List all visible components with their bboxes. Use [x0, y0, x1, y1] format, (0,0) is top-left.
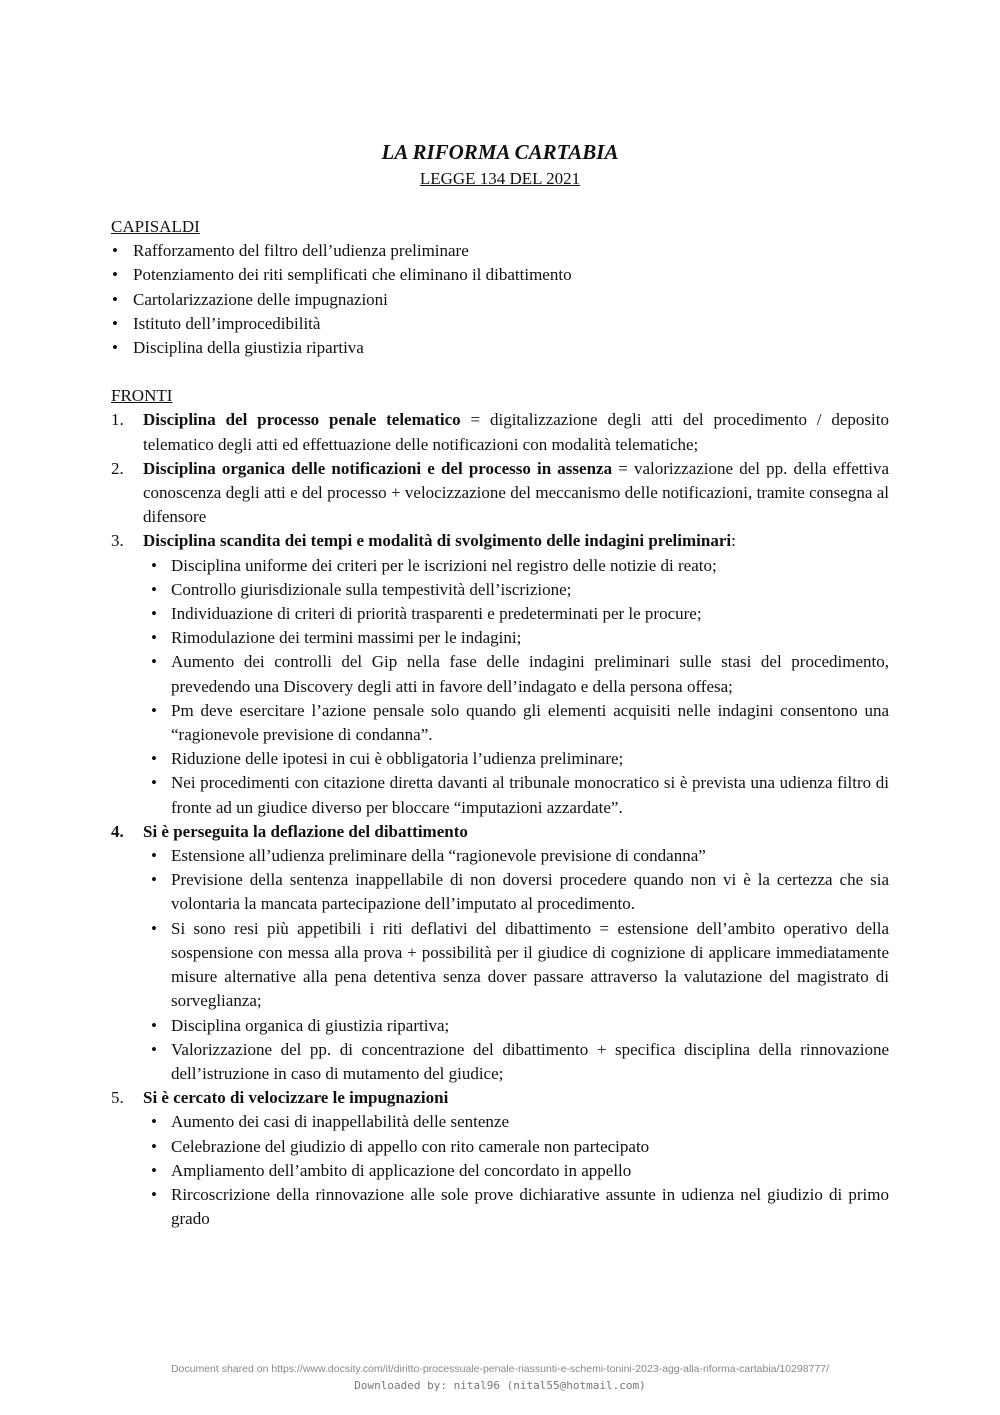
sub-list-item: • Aumento dei casi di inappellabilità delle sentenze	[143, 1110, 889, 1134]
fronti-item-4	[111, 820, 889, 1086]
sub-list-item: • Nei procedimenti con citazione diretta davanti al tribunale monocratico si è prevista una udienza filtro di fronte ad un giudice diverso per bloccare “imputazioni azzardate”.	[143, 771, 889, 819]
item-text	[143, 408, 889, 456]
capisaldi-list	[111, 239, 889, 360]
list-item: • Disciplina della giustizia ripartiva	[111, 336, 889, 360]
sub-list-item: • Rircoscrizione della rinnovazione alle sole prove dichiarative assunte in udienza nel giudizio di primo grado	[143, 1183, 889, 1231]
footer-shared-link[interactable]: Document shared on https://www.docsity.com/it/diritto-processuale-penale-riassunti-e-schemi-tonini-2023-agg-alla-riforma-cartabia/10298777/	[170, 1363, 830, 1375]
item-bold-label: Si è cercato di velocizzare le impugnazioni	[143, 1088, 449, 1108]
sub-list-item: • Previsione della sentenza inappellabile di non doversi procedere quando non vi è la certezza che sia volontaria la mancata partecipazione dell’imputato al procedimento.	[143, 868, 889, 916]
sub-list-item: • Disciplina organica di giustizia ripartiva;	[143, 1014, 889, 1038]
sub-list-item: • Celebrazione del giudizio di appello con rito camerale non partecipato	[143, 1135, 889, 1159]
item-text	[143, 820, 889, 844]
sub-list-item: • Estensione all’udienza preliminare della “ragionevole previsione di condanna”	[143, 844, 889, 868]
document-body	[111, 215, 889, 1231]
section-heading-fronti: FRONTI	[111, 386, 173, 406]
list-item: • Potenziamento dei riti semplificati che eliminano il dibattimento	[111, 263, 889, 287]
sub-list-item: • Individuazione di criteri di priorità trasparenti e predeterminati per le procure;	[143, 602, 889, 626]
item-number: 4.	[111, 821, 124, 841]
sub-list-item: • Rimodulazione dei termini massimi per le indagini;	[143, 626, 889, 650]
document-title: LA RIFORMA CARTABIA	[381, 140, 619, 164]
fronti-item-2	[111, 457, 889, 530]
list-item: • Cartolarizzazione delle impugnazioni	[111, 288, 889, 312]
item-bold-label: Disciplina scandita dei tempi e modalità di svolgimento delle indagini preliminari	[143, 531, 732, 551]
section-heading-capisaldi: CAPISALDI	[111, 217, 200, 236]
item-bold-label: Disciplina del processo penale telematico	[143, 410, 461, 430]
item-text	[143, 457, 889, 530]
sub-list-item: • Ampliamento dell’ambito di applicazione del concordato in appello	[143, 1159, 889, 1183]
list-item: • Istituto dell’improcedibilità	[111, 312, 889, 336]
sub-list	[143, 844, 889, 1086]
item-number: 5.	[111, 1088, 124, 1108]
sub-list-item: • Controllo giurisdizionale sulla tempestività dell’iscrizione;	[143, 578, 889, 602]
fronti-item-5	[111, 1086, 889, 1231]
item-number: 3.	[111, 531, 124, 551]
item-description: :	[731, 531, 736, 551]
item-bold-label: Si è perseguita la deflazione del dibattimento	[143, 821, 468, 841]
item-bold-label: Disciplina organica delle notificazioni e del processo in assenza	[143, 458, 613, 478]
sub-list	[143, 1110, 889, 1231]
item-text	[143, 1086, 889, 1110]
sub-list-item: • Aumento dei controlli del Gip nella fase delle indagini preliminari sulle stasi del procedimento, prevedendo una Discovery degli atti in favore dell’indagato e della persona offesa;	[143, 650, 889, 698]
item-description: = valorizzazione del pp. della effettiva conoscenza degli atti e del processo + velocizzazione del meccanismo delle notificazioni, tramite consegna al difensore	[143, 458, 889, 527]
fronti-item-3	[111, 529, 889, 819]
document-subtitle: LEGGE 134 DEL 2021	[419, 169, 581, 188]
item-description: = digitalizzazione degli atti del procedimento / deposito telematico degli atti ed effettuazione delle notificazioni con modalità telematiche;	[143, 410, 889, 454]
fronti-item-1	[111, 408, 889, 456]
sub-list-item: • Si sono resi più appetibili i riti deflativi del dibattimento = estensione dell’ambito operativo della sospensione con messa alla prova + possibilità per il giudice di cognizione di applicare immediatamente misure alternative alla pena detentiva senza dover passare attraverso la valutazione del magistrato di sorveglianza;	[143, 917, 889, 1014]
fronti-list	[111, 408, 889, 1231]
item-number: 1.	[111, 410, 124, 430]
list-item: • Rafforzamento del filtro dell’udienza preliminare	[111, 239, 889, 263]
sub-list-item: • Valorizzazione del pp. di concentrazione del dibattimento + specifica disciplina della rinnovazione dell’istruzione in caso di mutamento del giudice;	[143, 1038, 889, 1086]
sub-list-item: • Disciplina uniforme dei criteri per le iscrizioni nel registro delle notizie di reato;	[143, 554, 889, 578]
item-text	[143, 529, 889, 553]
sub-list-item: • Pm deve esercitare l’azione pensale solo quando gli elementi acquisiti nelle indagini consentono una “ragionevole previsione di condanna”.	[143, 699, 889, 747]
sub-list-item: • Riduzione delle ipotesi in cui è obbligatoria l’udienza preliminare;	[143, 747, 889, 771]
footer-downloaded-by: Downloaded by: nital96 (nital55@hotmail.com)	[354, 1379, 646, 1392]
sub-list	[143, 554, 889, 820]
item-number: 2.	[111, 458, 124, 478]
